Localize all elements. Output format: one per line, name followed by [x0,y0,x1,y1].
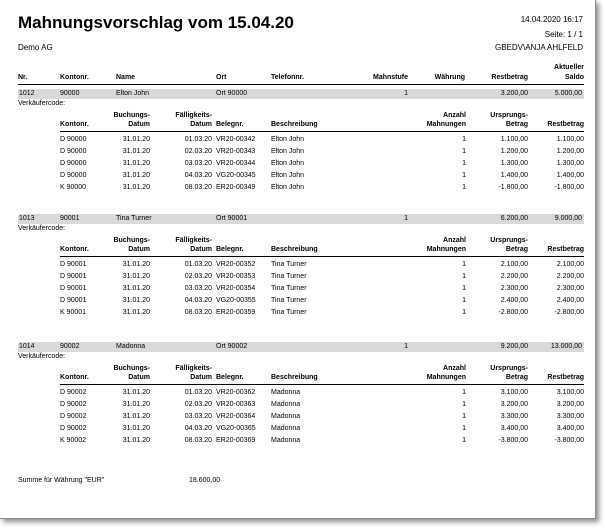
customer-name: Elton John [116,90,150,97]
entry-kontonr: D 90002 [60,389,87,396]
customer-mahnstufe: 1 [404,343,408,350]
entry-restbetrag: -3.800,00 [554,437,584,444]
col-header-name: Name [116,74,136,81]
entry-ursprungsbetrag: 2.400,00 [500,297,528,304]
sub-header-beschreibung: Beschreibung [271,246,318,253]
customer-nr: 1014 [19,343,35,350]
entry-restbetrag: 2.200,00 [556,273,584,280]
sub-header-beschreibung: Beschreibung [271,374,318,381]
sub-header-anzahl-2: Mahnungen [426,246,466,253]
customer-name: Madonna [116,343,146,350]
entry-kontonr: D 90001 [60,261,87,268]
entry-buchungsdatum: 31.01.20 [122,297,150,304]
entry-anzahl: 1 [462,413,466,420]
entry-anzahl: 1 [462,160,466,167]
entry-anzahl: 1 [462,136,466,143]
entry-beschreibung: Tina Turner [271,297,307,304]
entry-belegnr: VG20-00365 [216,425,256,432]
page-info: Seite: 1 / 1 [544,30,583,39]
entry-ursprungsbetrag: 2.300,00 [500,285,528,292]
entry-belegnr: VR20-00342 [216,136,256,143]
entry-ursprungsbetrag: 3.100,00 [500,389,528,396]
sub-header-restbetrag: Restbetrag [547,121,584,128]
entry-kontonr: D 90002 [60,413,87,420]
customer-restbetrag: 9.200,00 [500,343,528,350]
entry-belegnr: ER20-00369 [216,437,256,444]
entry-beschreibung: Tina Turner [271,261,307,268]
entry-restbetrag: 1.100,00 [556,136,584,143]
entry-ursprungsbetrag: -1.800,00 [498,184,528,191]
customer-kontonr: 90000 [60,90,80,97]
sub-header-buchungsdatum-1: Buchungs- [113,237,150,244]
entry-buchungsdatum: 31.01.20 [122,148,150,155]
customer-saldo: 13.000,00 [550,343,582,350]
sub-header-buchungsdatum-2: Datum [128,374,150,381]
entry-kontonr: D 90002 [60,425,87,432]
col-header-mahnstufe: Mahnstufe [373,74,408,81]
sub-header-faelligkeitsdatum-2: Datum [190,246,212,253]
entry-buchungsdatum: 31.01.20 [122,285,150,292]
entry-ursprungsbetrag: 2.100,00 [500,261,528,268]
customer-summary-row [18,342,584,352]
entry-beschreibung: Elton John [271,160,305,167]
entry-anzahl: 1 [462,297,466,304]
entry-restbetrag: 3.200,00 [556,401,584,408]
entry-buchungsdatum: 31.01.20 [122,273,150,280]
entry-kontonr: K 90001 [60,309,87,316]
entry-beschreibung: Elton John [271,136,305,143]
sub-header-anzahl-2: Mahnungen [426,374,466,381]
report-datetime: 14.04.2020 16:17 [520,15,583,24]
sub-header-ursprungsbetrag-1: Ursprungs- [490,365,528,372]
header-rule [18,84,584,85]
entry-faelligkeitsdatum: 02.03.20 [184,401,212,408]
entry-belegnr: VR20-00352 [216,261,256,268]
entry-restbetrag: 1.300,00 [556,160,584,167]
entry-buchungsdatum: 31.01.20 [122,425,150,432]
entry-ursprungsbetrag: 1.200,00 [500,148,528,155]
entry-belegnr: VG20-00345 [216,172,256,179]
customer-saldo: 9.000,00 [554,215,582,222]
entry-ursprungsbetrag: -2.800,00 [498,309,528,316]
verkaeufercode-label: Verkäufercode: [18,100,66,107]
entry-restbetrag: 2.100,00 [556,261,584,268]
entry-ursprungsbetrag: 2.200,00 [500,273,528,280]
entry-belegnr: VR20-00353 [216,273,256,280]
entry-faelligkeitsdatum: 04.03.20 [184,297,212,304]
entry-kontonr: D 90001 [60,297,87,304]
sub-header-belegnr: Belegnr. [216,374,244,381]
verkaeufercode-label: Verkäufercode: [18,353,66,360]
entry-belegnr: VR20-00354 [216,285,256,292]
entry-beschreibung: Elton John [271,172,305,179]
entry-kontonr: D 90000 [60,136,87,143]
sub-header-faelligkeitsdatum-2: Datum [190,121,212,128]
entry-faelligkeitsdatum: 01.03.20 [184,261,212,268]
entry-faelligkeitsdatum: 03.03.20 [184,160,212,167]
entry-anzahl: 1 [462,401,466,408]
col-header-ort: Ort [216,74,227,81]
entry-anzahl: 1 [462,389,466,396]
sub-header-kontonr: Kontonr. [60,246,89,253]
entry-buchungsdatum: 31.01.20 [122,261,150,268]
sub-header-rule [60,384,584,385]
entry-buchungsdatum: 31.01.20 [122,184,150,191]
entry-anzahl: 1 [462,285,466,292]
entry-restbetrag: 1.200,00 [556,148,584,155]
customer-kontonr: 90002 [60,343,80,350]
entry-faelligkeitsdatum: 08.03.20 [184,437,212,444]
entry-anzahl: 1 [462,148,466,155]
entry-kontonr: D 90002 [60,401,87,408]
entry-restbetrag: 2.400,00 [556,297,584,304]
entry-belegnr: VR20-00344 [216,160,256,167]
entry-faelligkeitsdatum: 08.03.20 [184,184,212,191]
entry-anzahl: 1 [462,273,466,280]
sub-header-anzahl-1: Anzahl [443,237,466,244]
col-header-saldo-1: Aktueller [554,64,584,71]
report-user: GBEDV\ANJA AHLFELD [494,43,583,52]
entry-buchungsdatum: 31.01.20 [122,172,150,179]
entry-anzahl: 1 [462,184,466,191]
sub-header-belegnr: Belegnr. [216,121,244,128]
sub-header-restbetrag: Restbetrag [547,374,584,381]
customer-nr: 1013 [19,215,35,222]
entry-beschreibung: Madonna [271,389,301,396]
entry-beschreibung: Tina Turner [271,273,307,280]
customer-mahnstufe: 1 [404,90,408,97]
customer-summary-row [18,214,584,224]
sub-header-kontonr: Kontonr. [60,374,89,381]
entry-kontonr: D 90001 [60,285,87,292]
sub-header-buchungsdatum-2: Datum [128,121,150,128]
entry-faelligkeitsdatum: 08.03.20 [184,309,212,316]
sub-header-faelligkeitsdatum-2: Datum [190,374,212,381]
entry-faelligkeitsdatum: 01.03.20 [184,389,212,396]
entry-restbetrag: 3.100,00 [556,389,584,396]
entry-belegnr: VR20-00343 [216,148,256,155]
footer-sum-value: 18.600,00 [189,477,221,484]
verkaeufercode-label: Verkäufercode: [18,225,66,232]
entry-kontonr: K 90002 [60,437,87,444]
sub-header-kontonr: Kontonr. [60,121,89,128]
entry-ursprungsbetrag: 1.100,00 [500,136,528,143]
entry-kontonr: K 90000 [60,184,87,191]
sub-header-ursprungsbetrag-2: Betrag [505,121,528,128]
entry-belegnr: VR20-00362 [216,389,256,396]
entry-faelligkeitsdatum: 04.03.20 [184,425,212,432]
customer-kontonr: 90001 [60,215,80,222]
sub-header-faelligkeitsdatum-1: Fälligkeits- [175,237,212,244]
entry-faelligkeitsdatum: 02.03.20 [184,148,212,155]
company-name: Demo AG [18,43,53,52]
entry-faelligkeitsdatum: 03.03.20 [184,285,212,292]
entry-ursprungsbetrag: -3.800,00 [498,437,528,444]
entry-beschreibung: Elton John [271,148,305,155]
entry-beschreibung: Tina Turner [271,309,307,316]
col-header-telefon: Telefonnr. [271,74,304,81]
sub-header-ursprungsbetrag-2: Betrag [505,246,528,253]
entry-faelligkeitsdatum: 01.03.20 [184,136,212,143]
entry-buchungsdatum: 31.01.20 [122,389,150,396]
entry-belegnr: ER20-00359 [216,309,256,316]
sub-header-faelligkeitsdatum-1: Fälligkeits- [175,365,212,372]
entry-restbetrag: 1.400,00 [556,172,584,179]
col-header-restbetrag: Restbetrag [491,74,528,81]
entry-restbetrag: 3.300,00 [556,413,584,420]
sub-header-rule [60,256,584,257]
entry-restbetrag: 2.300,00 [556,285,584,292]
customer-saldo: 5.000,00 [554,90,582,97]
entry-belegnr: VG20-00355 [216,297,256,304]
col-header-saldo-2: Saldo [564,74,584,81]
customer-summary-row [18,89,584,99]
entry-anzahl: 1 [462,437,466,444]
sub-header-ursprungsbetrag-2: Betrag [505,374,528,381]
sub-header-anzahl-2: Mahnungen [426,121,466,128]
col-header-kontonr: Kontonr. [60,74,89,81]
entry-beschreibung: Madonna [271,413,301,420]
entry-kontonr: D 90000 [60,160,87,167]
sub-header-beschreibung: Beschreibung [271,121,318,128]
entry-restbetrag: -2.800,00 [554,309,584,316]
sub-header-buchungsdatum-1: Buchungs- [113,365,150,372]
entry-buchungsdatum: 31.01.20 [122,136,150,143]
entry-kontonr: D 90000 [60,148,87,155]
entry-faelligkeitsdatum: 04.03.20 [184,172,212,179]
entry-anzahl: 1 [462,172,466,179]
entry-anzahl: 1 [462,425,466,432]
entry-beschreibung: Tina Turner [271,285,307,292]
entry-kontonr: D 90001 [60,273,87,280]
entry-faelligkeitsdatum: 02.03.20 [184,273,212,280]
customer-ort: Ort 90002 [216,343,248,350]
sub-header-ursprungsbetrag-1: Ursprungs- [490,112,528,119]
sub-header-faelligkeitsdatum-1: Fälligkeits- [175,112,212,119]
entry-beschreibung: Madonna [271,401,301,408]
entry-belegnr: VR20-00363 [216,401,256,408]
sub-header-ursprungsbetrag-1: Ursprungs- [490,237,528,244]
col-header-nr: Nr. [18,74,28,81]
customer-ort: Ort 90000 [216,90,248,97]
report-title: Mahnungsvorschlag vom 15.04.20 [18,13,294,32]
entry-anzahl: 1 [462,261,466,268]
entry-buchungsdatum: 31.01.20 [122,401,150,408]
entry-ursprungsbetrag: 1.400,00 [500,172,528,179]
entry-buchungsdatum: 31.01.20 [122,413,150,420]
sub-header-anzahl-1: Anzahl [443,112,466,119]
customer-restbetrag: 6.200,00 [500,215,528,222]
customer-ort: Ort 90001 [216,215,248,222]
sub-header-restbetrag: Restbetrag [547,246,584,253]
sub-header-buchungsdatum-1: Buchungs- [113,112,150,119]
entry-anzahl: 1 [462,309,466,316]
sub-header-rule [60,131,584,132]
entry-buchungsdatum: 31.01.20 [122,160,150,167]
entry-ursprungsbetrag: 1.300,00 [500,160,528,167]
entry-restbetrag: -1.800,00 [554,184,584,191]
entry-beschreibung: Madonna [271,437,301,444]
footer-sum-label: Summe für Währung "EUR" [18,477,105,484]
customer-name: Tina Turner [116,215,152,222]
entry-belegnr: VR20-00364 [216,413,256,420]
entry-kontonr: D 90000 [60,172,87,179]
entry-ursprungsbetrag: 3.200,00 [500,401,528,408]
entry-restbetrag: 3.400,00 [556,425,584,432]
entry-faelligkeitsdatum: 03.03.20 [184,413,212,420]
sub-header-belegnr: Belegnr. [216,246,244,253]
entry-belegnr: ER20-00349 [216,184,256,191]
customer-nr: 1012 [19,90,35,97]
customer-mahnstufe: 1 [404,215,408,222]
entry-beschreibung: Madonna [271,425,301,432]
entry-buchungsdatum: 31.01.20 [122,437,150,444]
sub-header-anzahl-1: Anzahl [443,365,466,372]
entry-buchungsdatum: 31.01.20 [122,309,150,316]
col-header-waehrung: Währung [434,74,465,81]
sub-header-buchungsdatum-2: Datum [128,246,150,253]
customer-restbetrag: 3.200,00 [500,90,528,97]
entry-beschreibung: Elton John [271,184,305,191]
entry-ursprungsbetrag: 3.400,00 [500,425,528,432]
entry-ursprungsbetrag: 3.300,00 [500,413,528,420]
